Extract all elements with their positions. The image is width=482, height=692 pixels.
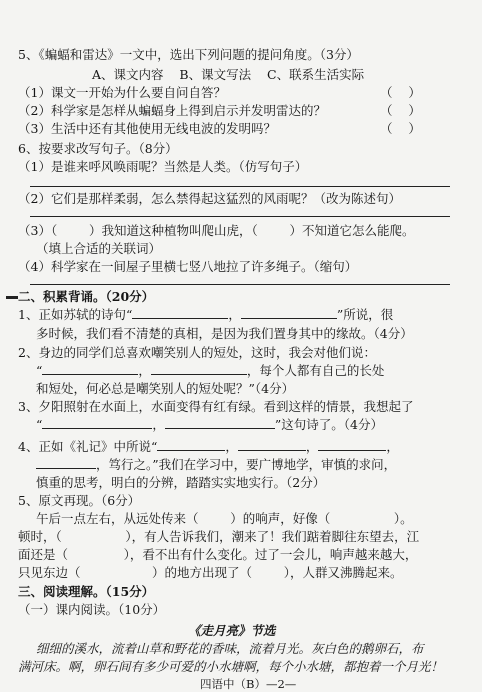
blank-3b[interactable] bbox=[165, 416, 275, 429]
page-footer: 四语中（B）—2— bbox=[200, 677, 297, 691]
blank-4a[interactable] bbox=[157, 438, 225, 451]
q5-answer-box-3[interactable]: （ ） bbox=[380, 121, 421, 136]
section-2-title: 二、积累背诵。（20分） bbox=[18, 289, 155, 304]
section-3-title: 三、阅读理解。（15分） bbox=[18, 584, 155, 599]
blank-2a[interactable] bbox=[42, 362, 138, 375]
recite-line-1: 午后一点左右，从远处传来（ ）的响声，好像（ ）。 bbox=[36, 511, 413, 526]
s2-item-4-line-1: 4、正如《礼记》中所说“ ， ， ， bbox=[18, 439, 399, 454]
q5-answer-box-1[interactable]: （ ） bbox=[380, 85, 421, 100]
q5-options: A、课文内容 B、课文写法 C、联系生活实际 bbox=[92, 67, 365, 82]
recite-line-2: 顿时，（ ），有人告诉我们，潮来了！我们踮着脚往东望去，江 bbox=[18, 529, 420, 544]
blank-3a[interactable] bbox=[42, 416, 152, 429]
s2-item-2-line-3: 和短处，何必总是嘲笑别人的短处呢？”（4分） bbox=[36, 381, 295, 396]
s2-item-1-line-2: 多时候，我们看不清楚的真相，是因为我们置身其中的缘故。（4分） bbox=[36, 326, 413, 341]
q6-sentence-3: （3）（ ）我知道这种植物叫爬山虎，（ ）不知道它怎么能爬。 bbox=[18, 223, 415, 238]
blank-2b[interactable] bbox=[151, 362, 247, 375]
s2-item-5-title: 5、原文再现。（6分） bbox=[18, 493, 141, 508]
blank-1b[interactable] bbox=[241, 306, 337, 319]
q5-item-2: （2）科学家是怎样从蝙蝠身上得到启示并发明雷达的？ bbox=[18, 103, 326, 118]
blank-1a[interactable] bbox=[132, 306, 228, 319]
s2-item-4-line-2: ，笃行之。”我们在学习中，要广博地学，审慎的求问， bbox=[36, 456, 396, 474]
recite-line-3: 面还是（ ），看不出有什么变化。过了一会儿，响声越来越大， bbox=[18, 547, 418, 562]
q6-sentence-4: （4）科学家在一间屋子里横七竖八地拉了许多绳子。（缩句） bbox=[18, 259, 358, 274]
passage-line-2: 满河床。啊，卵石间有多少可爱的小水塘啊，每个小水塘，都抱着一个月光！ bbox=[18, 659, 444, 674]
q5-title: 5、《蝙蝠和雷达》一文中，选出下列问题的提问角度。（3分） bbox=[18, 47, 359, 62]
q6-answer-line-2[interactable] bbox=[30, 216, 450, 217]
s2-item-2-line-1: 2、身边的同学们总喜欢嘲笑别人的短处，这时，我会对他们说： bbox=[18, 345, 376, 360]
s2-item-2-line-2: “ ， ，每个人都有自己的长处 bbox=[36, 363, 385, 378]
q6-title: 6、按要求改写句子。（8分） bbox=[18, 141, 178, 156]
q5-item-1: （1）课文一开始为什么要自问自答？ bbox=[18, 85, 226, 100]
q6-sentence-1: （1）是谁来呼风唤雨呢？当然是人类。（仿写句子） bbox=[18, 159, 308, 174]
blank-4b[interactable] bbox=[238, 438, 306, 451]
q6-sentence-2: （2）它们是那样柔弱，怎么禁得起这猛烈的风雨呢？（改为陈述句） bbox=[18, 191, 401, 206]
q6-sentence-3-note: （填上合适的关联词） bbox=[36, 241, 162, 256]
q5-answer-box-2[interactable]: （ ） bbox=[380, 103, 421, 118]
s2-item-1-line-1: 1、正如苏轼的诗句“ ， ”所说，很 bbox=[18, 307, 394, 322]
passage-title: 《走月亮》节选 bbox=[188, 623, 276, 638]
q6-answer-line-1[interactable] bbox=[30, 186, 450, 187]
section-3-subtitle: （一）课内阅读。（10分） bbox=[18, 602, 166, 617]
s2-item-3-line-2: “ ， ”这句诗了。（4分） bbox=[36, 417, 383, 432]
q5-item-3: （3）生活中还有其他使用无线电波的发明吗？ bbox=[18, 121, 276, 136]
margin-dash bbox=[6, 296, 18, 299]
s2-item-3-line-1: 3、夕阳照射在水面上，水面变得有红有绿。看到这样的情景，我想起了 bbox=[18, 399, 414, 414]
blank-4d[interactable] bbox=[36, 456, 96, 469]
recite-line-4: 只见东边（ ）的地方出现了（ ），人群又沸腾起来。 bbox=[18, 565, 403, 580]
q6-answer-line-4[interactable] bbox=[30, 284, 450, 285]
blank-4c[interactable] bbox=[318, 438, 386, 451]
s2-item-4-line-3: 慎重的思考，明白的分辨，踏踏实实地实行。（2分） bbox=[36, 475, 326, 490]
passage-line-1: 细细的溪水，流着山草和野花的香味，流着月光。灰白色的鹅卵石，布 bbox=[36, 641, 424, 656]
